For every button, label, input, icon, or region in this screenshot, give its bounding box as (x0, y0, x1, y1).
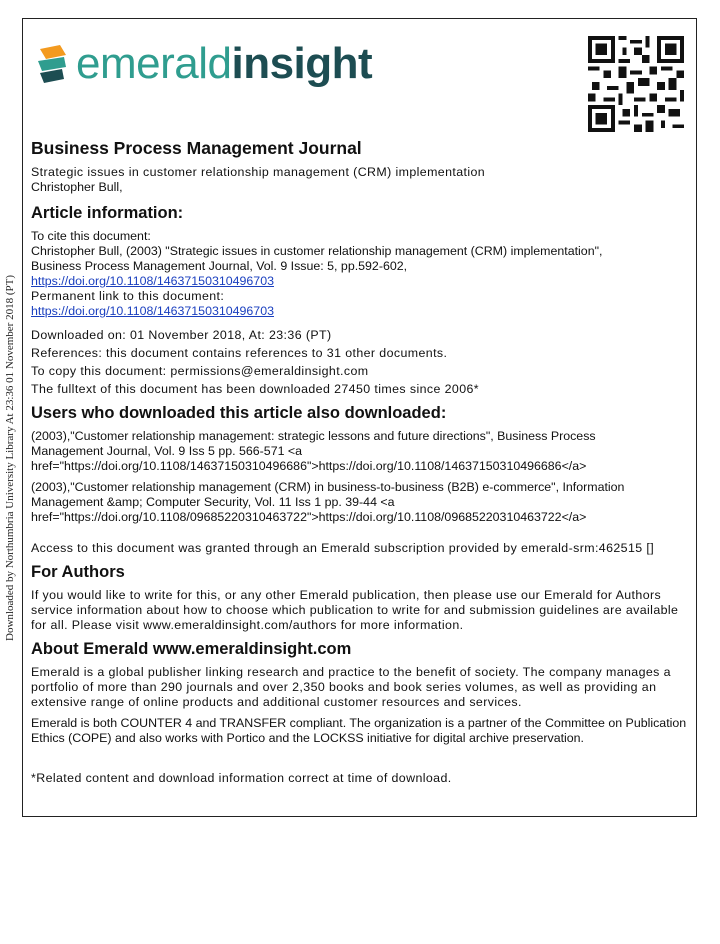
main-content (31, 138, 691, 786)
article-title: Strategic issues in customer relationship management (CRM) implementation (31, 165, 486, 179)
author: Christopher Bull, (31, 180, 123, 194)
about-heading: About Emerald www.emeraldinsight.com (31, 640, 352, 658)
for-authors-heading: For Authors (31, 563, 125, 581)
fulltext-downloads: The fulltext of this document has been downloaded 27450 times since 2006* (31, 382, 480, 396)
about-paragraph-1: Emerald is a global publisher linking research and practice to the benefit of society. The company manages a portfolio of more than 290 journals and over 2,350 books and book series volumes, as well as providing an extensive range of online products and additional customer resources and services. (31, 665, 671, 709)
also-downloaded-item[interactable]: (2003),"Customer relationship management: strategic lessons and future directions", Business Process Management Journal, Vol. 9 Iss 5 pp. 566-571 <a href="https://doi.org/10.1108/14637150310496686">https://doi.org/10.1108/14637150310496686</a> (31, 429, 596, 473)
copy-permissions: To copy this document: permissions@emeraldinsight.com (31, 364, 369, 378)
journal-title: Business Process Management Journal (31, 138, 362, 158)
access-statement: Access to this document was granted through an Emerald subscription provided by emerald-srm:462515 [] (31, 541, 655, 555)
about-paragraph-2: Emerald is both COUNTER 4 and TRANSFER compliant. The organization is a partner of the Committee on Publication Ethics (COPE) and also works with Portico and the LOCKSS initiative for digital archive preservation. (31, 716, 687, 745)
footnote: *Related content and download information correct at time of download. (31, 771, 452, 785)
logo-word-insight: insight (231, 39, 373, 88)
citation-link[interactable]: https://doi.org/10.1108/14637150310496703 (31, 274, 274, 288)
citation-text: Christopher Bull, (2003) "Strategic issues in customer relationship management (CRM) implementation", Business Process Management Journal, Vol. 9 Issue: 5, pp.592-602, (31, 244, 603, 273)
citation (31, 244, 631, 289)
also-downloaded-heading: Users who downloaded this article also downloaded: (31, 404, 447, 422)
references-count: References: this document contains references to 31 other documents. (31, 346, 448, 360)
logo-word-emerald: emerald (76, 39, 232, 88)
cite-label: To cite this document: (31, 229, 151, 243)
permanent-link-label: Permanent link to this document: (31, 289, 225, 303)
emerald-insight-logo (36, 36, 372, 92)
also-downloaded-item[interactable]: (2003),"Customer relationship management (CRM) in business-to-business (B2B) e-commerce", Information Management &amp; Computer Security, Vol. 11 Iss 1 pp. 39-44 <a href="https://doi.org/10.1108/09685220310463722">https://doi.org/10.1108/09685220310463722</a> (31, 480, 625, 524)
permanent-link[interactable]: https://doi.org/10.1108/14637150310496703 (31, 304, 274, 318)
for-authors-text: If you would like to write for this, or any other Emerald publication, then please use our Emerald for Authors service information about how to choose which publication to write for and submission guidelines are available for all. Please visit www.emeraldinsight.com/authors for more information. (31, 588, 679, 632)
emerald-e-icon (36, 43, 70, 85)
article-info-heading: Article information: (31, 204, 184, 222)
download-watermark: Downloaded by Northumbria University Library At 23:36 01 November 2018 (PT) (4, 275, 16, 641)
qr-code-icon (588, 36, 684, 132)
downloaded-on: Downloaded on: 01 November 2018, At: 23:36 (PT) (31, 328, 332, 342)
